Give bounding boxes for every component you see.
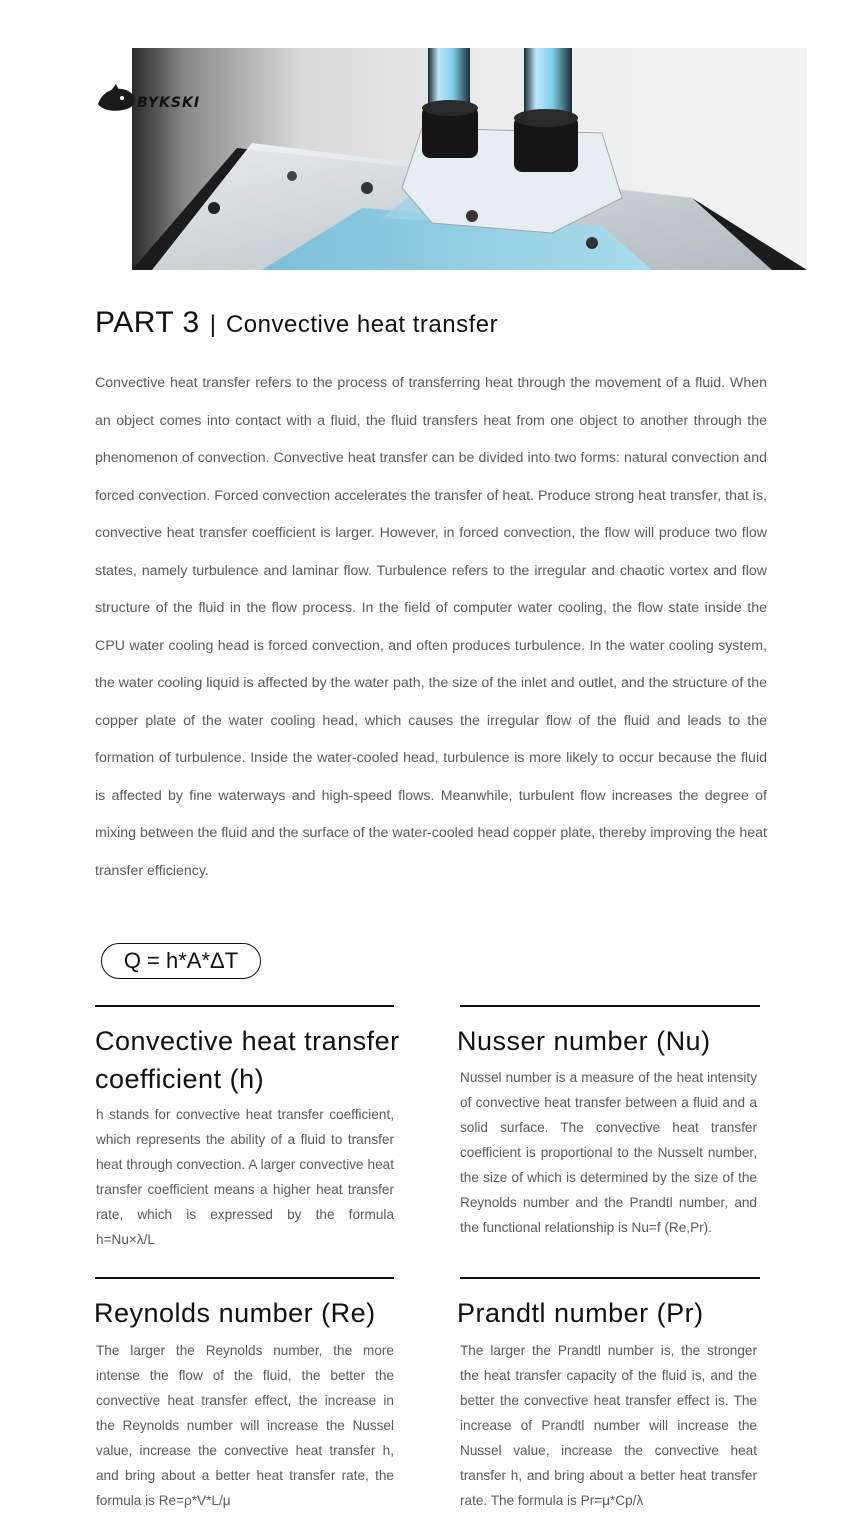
water-block-illustration bbox=[132, 48, 807, 270]
card-divider bbox=[460, 1005, 760, 1007]
card-body-pr: The larger the Prandtl number is, the stronger the heat transfer capacity of the fluid is, and the better the convective heat transfer effect is. The increase of Prandtl number will increase the Nussel value, increase the convective heat transfer h, and bring about a better heat transfer rate. The formula is Pr=μ*Cp/λ bbox=[460, 1343, 757, 1508]
section-heading bbox=[95, 306, 498, 346]
card-body-nu: Nussel number is a measure of the heat intensity of convective heat transfer between a fluid and a solid surface. The convective heat transfer coefficient is proportional to the Nusselt number, the size of which is determined by the size of the Reynolds number and the Prandtl number, and the functional relationship is Nu=f (Re,Pr). bbox=[460, 1070, 757, 1235]
brand-name: BYKSKI bbox=[137, 95, 201, 111]
formula-badge: Q = h*A*ΔT bbox=[101, 943, 261, 979]
section-title: Convective heat transfer bbox=[225, 311, 499, 338]
intro-paragraph: Convective heat transfer refers to the process of transferring heat through the movement of a fluid. When an object comes into contact with a fluid, the fluid transfers heat from one object to another through the phenomenon of convection. Convective heat transfer can be divided into two forms: natural convection and forced convection. Forced convection accelerates the transfer of heat. Produce strong heat transfer, that is, convective heat transfer coefficient is larger. However, in forced convection, the flow will produce two flow states, namely turbulence and laminar flow. Turbulence refers to the irregular and chaotic vortex and flow structure of the fluid in the flow process. In the field of computer water cooling, the flow state inside the CPU water cooling head is forced convection, and often produces turbulence. In the water cooling system, the water cooling liquid is affected by the water path, the size of the inlet and outlet, and the structure of the copper plate of the water cooling head, which causes the irregular flow of the fluid and leads to the formation of turbulence. Inside the water-cooled head, turbulence is more likely to occur because the fluid is affected by fine waterways and high-speed flows. Meanwhile, turbulent flow increases the degree of mixing between the fluid and the surface of the water-cooled head copper plate, thereby improving the heat transfer efficiency. bbox=[95, 375, 767, 879]
card-title-re: Reynolds number (Re) bbox=[94, 1298, 376, 1328]
card-divider bbox=[95, 1277, 394, 1279]
card-divider bbox=[95, 1005, 394, 1007]
hero-product-image bbox=[132, 48, 807, 270]
part-label: PART 3 bbox=[95, 306, 200, 339]
card-title-h: Convective heat transfer coefficient (h) bbox=[95, 1026, 400, 1094]
card-title-nu: Nusser number (Nu) bbox=[457, 1026, 711, 1056]
card-body-h: h stands for convective heat transfer coefficient, which represents the ability of a fluid to transfer heat through convection. A larger convective heat transfer coefficient means a higher heat transfer rate, which is expressed by the formula h=Nu×λ/L bbox=[96, 1107, 394, 1247]
card-body-re: The larger the Reynolds number, the more intense the flow of the fluid, the better the convective heat transfer effect, the increase in the Reynolds number will increase the Nussel value, increase the convective heat transfer h, and bring about a better heat transfer rate, the formula is Re=ρ*V*L/μ bbox=[96, 1343, 394, 1508]
card-divider bbox=[460, 1277, 760, 1279]
heading-separator: | bbox=[209, 311, 216, 338]
card-title-pr: Prandtl number (Pr) bbox=[457, 1298, 704, 1328]
